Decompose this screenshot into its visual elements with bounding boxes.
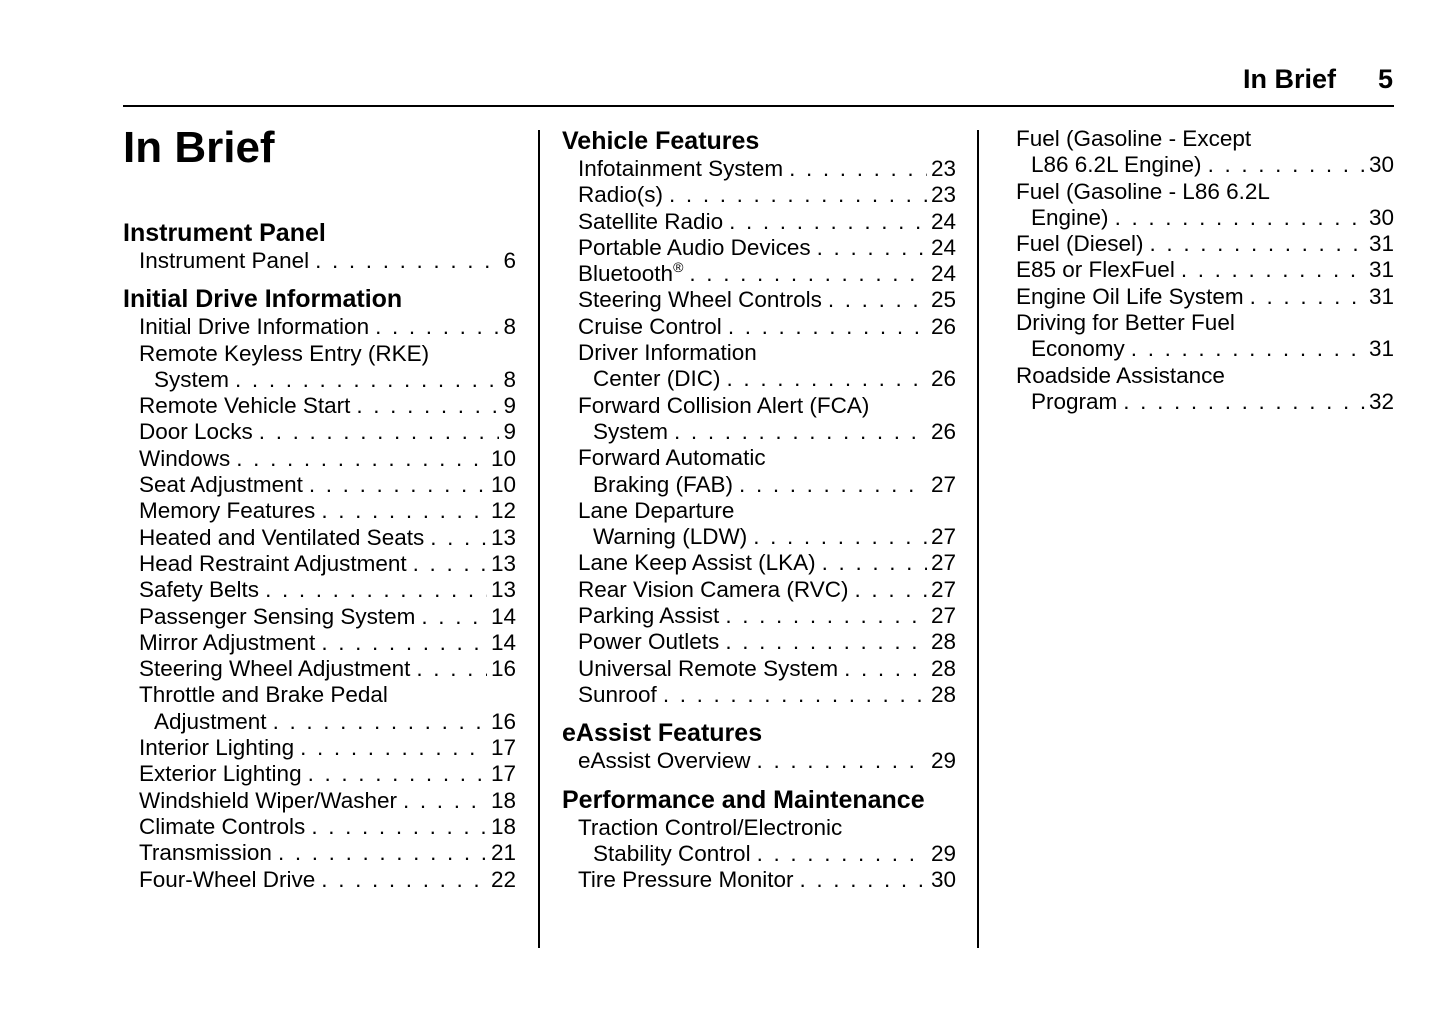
section-heading: Vehicle Features: [562, 127, 760, 155]
toc-entry[interactable]: [562, 445, 956, 498]
toc-entry-page: 24: [930, 234, 956, 260]
toc-entry-title: Windshield Wiper/Washer: [139, 787, 397, 813]
toc-entry-page: 9: [503, 393, 516, 419]
dot-leader: [311, 814, 487, 840]
toc-entry[interactable]: [123, 551, 516, 577]
toc-entry-page: 23: [930, 182, 956, 208]
toc-entry-title: Cruise Control: [578, 313, 722, 339]
toc-entry-title: Bluetooth: [578, 261, 674, 287]
toc-entry-title: Roadside Assistance: [1016, 362, 1225, 388]
toc-entry-title: Rear Vision Camera (RVC): [578, 576, 849, 602]
toc-entry-page: 17: [490, 761, 516, 787]
toc-entry[interactable]: [1016, 284, 1394, 310]
toc-entry[interactable]: [123, 446, 516, 472]
toc-entry-title-continued: System: [593, 418, 669, 444]
toc-entry[interactable]: [123, 604, 516, 630]
dot-leader: [844, 656, 927, 682]
toc-entry-title: Instrument Panel: [139, 248, 310, 273]
toc-entry-page: 13: [490, 577, 516, 603]
dot-leader: [817, 235, 927, 261]
toc-entry-title: Fuel (Diesel): [1016, 231, 1144, 257]
toc-entry-title: Memory Features: [139, 498, 316, 524]
dot-leader: [321, 867, 487, 893]
toc-entry-title: Lane Departure: [578, 497, 735, 523]
dot-leader: [727, 366, 927, 392]
toc-entry[interactable]: [562, 261, 956, 287]
toc-entry[interactable]: [1016, 310, 1394, 363]
toc-entry-title: Seat Adjustment: [139, 472, 303, 498]
toc-entry[interactable]: [562, 682, 956, 708]
dot-leader: [689, 261, 927, 287]
toc-entry[interactable]: [562, 209, 956, 235]
toc-entry[interactable]: [562, 182, 956, 208]
toc-entry[interactable]: [1016, 179, 1394, 232]
toc-entry-page: 21: [490, 840, 516, 866]
toc-entry-title: Forward Automatic: [578, 445, 766, 471]
page-title: In Brief: [123, 123, 275, 172]
toc-entry-page: 27: [930, 471, 956, 497]
dot-leader: [430, 525, 487, 551]
toc-entry-title: Driving for Better Fuel: [1016, 310, 1235, 336]
toc-entry-page: 16: [490, 708, 516, 734]
toc-entry-title-continued: Center (DIC): [593, 366, 721, 392]
toc-entry-title: Lane Keep Assist (LKA): [578, 550, 816, 576]
toc-entry-page: 31: [1368, 283, 1394, 309]
dot-leader: [356, 393, 499, 419]
section-heading: Performance and Maintenance: [562, 785, 925, 814]
toc-entry-page: 27: [930, 576, 956, 602]
toc-entry[interactable]: [123, 314, 516, 340]
toc-entry-page: 29: [930, 748, 956, 774]
toc-entry-title-continued: Economy: [1031, 336, 1125, 362]
toc-entry-page: 10: [490, 472, 516, 498]
toc-section-vehicle-features: [562, 126, 956, 708]
dot-leader: [308, 761, 487, 787]
toc-entry-title: Passenger Sensing System: [139, 603, 416, 629]
dot-leader: [403, 788, 487, 814]
toc-entry[interactable]: [562, 314, 956, 340]
toc-entry-page: 26: [930, 366, 956, 392]
toc-entry-page: 18: [490, 787, 516, 813]
dot-leader: [1123, 389, 1365, 415]
toc-entry[interactable]: [123, 840, 516, 866]
dot-leader: [265, 577, 487, 603]
dot-leader: [315, 248, 499, 274]
toc-entry-page: 9: [503, 419, 516, 445]
toc-column-2: [562, 126, 956, 893]
toc-entry-title: Initial Drive Information: [139, 314, 370, 340]
toc-entry[interactable]: [562, 748, 956, 774]
toc-column-1: [123, 123, 516, 893]
dot-leader: [309, 472, 487, 498]
toc-entry-page: 24: [930, 261, 956, 287]
dot-leader: [725, 629, 927, 655]
dot-leader: [855, 577, 927, 603]
toc-entry-title: Engine Oil Life System: [1016, 283, 1244, 309]
toc-entry-page: 27: [930, 603, 956, 629]
toc-entry-title: Remote Vehicle Start: [139, 393, 351, 419]
header-page-number: 5: [1377, 64, 1393, 94]
toc-entry[interactable]: [1016, 257, 1394, 283]
toc-entry-title: Safety Belts: [139, 577, 260, 603]
toc-entry[interactable]: [562, 393, 956, 446]
toc-entry-title: Tire Pressure Monitor: [578, 867, 794, 893]
toc-entry-page: 17: [490, 735, 516, 761]
dot-leader: [236, 446, 487, 472]
toc-entry-title: Parking Assist: [578, 603, 720, 629]
toc-entry-page: 28: [930, 655, 956, 681]
header-rule: [123, 105, 1394, 107]
toc-entry-title-continued: Engine): [1031, 204, 1109, 230]
toc-entry[interactable]: [562, 656, 956, 682]
toc-entry-title: Sunroof: [578, 681, 657, 707]
toc-entry[interactable]: [562, 235, 956, 261]
dot-leader: [663, 682, 927, 708]
toc-entry[interactable]: [562, 815, 956, 868]
toc-entry-title: Driver Information: [578, 340, 757, 366]
toc-entry-title: Climate Controls: [139, 813, 306, 839]
toc-entry[interactable]: [562, 340, 956, 393]
toc-entry-title-continued: Stability Control: [593, 840, 751, 866]
toc-entry[interactable]: [123, 472, 516, 498]
toc-entry-title: E85 or FlexFuel: [1016, 257, 1175, 283]
dot-leader: [421, 604, 487, 630]
dot-leader: [753, 524, 927, 550]
toc-entry-page: 30: [1368, 152, 1394, 178]
toc-entry-page: 31: [1368, 257, 1394, 283]
dot-leader: [1150, 231, 1365, 257]
toc-entry-title: Head Restraint Adjustment: [139, 550, 407, 576]
dot-leader: [729, 209, 927, 235]
toc-entry[interactable]: [123, 788, 516, 814]
toc-entry[interactable]: [1016, 231, 1394, 257]
dot-leader: [757, 841, 927, 867]
header-section-title: In Brief: [1242, 64, 1336, 94]
dot-leader: [789, 156, 927, 182]
toc-entry-page: 13: [490, 550, 516, 576]
section-heading: eAssist Features: [562, 719, 763, 748]
toc-section-initial-drive: [123, 284, 516, 893]
toc-entry-page: 26: [930, 313, 956, 339]
toc-entry-title: Power Outlets: [578, 629, 720, 655]
toc-entry-page: 31: [1368, 231, 1394, 257]
column-divider-1: [538, 130, 540, 948]
toc-entry-title: Satellite Radio: [578, 208, 724, 234]
toc-entry-page: 16: [490, 656, 516, 682]
dot-leader: [822, 550, 927, 576]
dot-leader: [828, 287, 927, 313]
dot-leader: [273, 709, 487, 735]
toc-entry-title: Radio(s): [578, 182, 664, 208]
toc-entry[interactable]: [123, 341, 516, 394]
toc-entry-page: 32: [1368, 388, 1394, 414]
toc-entry-page: 28: [930, 681, 956, 707]
toc-entry-page: 26: [930, 418, 956, 444]
section-heading: Instrument Panel: [123, 219, 326, 247]
toc-entry-title: Mirror Adjustment: [139, 629, 316, 655]
dot-leader: [300, 735, 487, 761]
toc-entry-page: 30: [1368, 204, 1394, 230]
dot-leader: [321, 498, 487, 524]
toc-entry[interactable]: [123, 248, 516, 274]
toc-entry[interactable]: [562, 867, 956, 893]
dot-leader: [757, 748, 927, 774]
toc-entry-page: 27: [930, 550, 956, 576]
toc-entry-title-continued: L86 6.2L Engine): [1031, 152, 1202, 178]
toc-entry-title: Door Locks: [139, 419, 253, 445]
dot-leader: [413, 551, 487, 577]
dot-leader: [799, 867, 926, 893]
toc-entry[interactable]: [123, 814, 516, 840]
toc-entry-title: Fuel (Gasoline - Except: [1016, 126, 1252, 151]
toc-entry-title: eAssist Overview: [578, 748, 751, 774]
toc-entry[interactable]: [123, 393, 516, 419]
toc-entry[interactable]: [562, 550, 956, 576]
toc-section-continued: [1016, 126, 1394, 415]
toc-entry[interactable]: [123, 525, 516, 551]
dot-leader: [1208, 152, 1365, 178]
toc-entry-title: Steering Wheel Controls: [578, 287, 822, 313]
dot-leader: [259, 419, 500, 445]
toc-entry-title-continued: Warning (LDW): [593, 524, 748, 550]
toc-entry[interactable]: [123, 630, 516, 656]
toc-entry-title-continued: Program: [1031, 388, 1118, 414]
toc-entry-page: 14: [490, 603, 516, 629]
toc-entry[interactable]: [562, 577, 956, 603]
toc-entry[interactable]: [123, 498, 516, 524]
toc-entry[interactable]: [123, 761, 516, 787]
toc-entry-title: Transmission: [139, 840, 272, 866]
dot-leader: [674, 419, 927, 445]
toc-entry[interactable]: [123, 656, 516, 682]
toc-entry-title: Portable Audio Devices: [578, 234, 811, 260]
toc-entry-title: Remote Keyless Entry (RKE): [139, 340, 430, 366]
dot-leader: [725, 603, 927, 629]
toc-column-3: [1016, 126, 1394, 415]
toc-section-eassist: [562, 718, 956, 774]
toc-entry-title: Interior Lighting: [139, 735, 295, 761]
toc-entry[interactable]: [562, 603, 956, 629]
dot-leader: [1181, 257, 1365, 283]
toc-entry-page: 12: [490, 498, 516, 524]
toc-entry-page: 31: [1368, 336, 1394, 362]
toc-entry-page: 8: [503, 314, 516, 340]
section-heading: Initial Drive Information: [123, 285, 403, 314]
toc-entry-page: 23: [930, 156, 956, 181]
toc-entry[interactable]: [1016, 126, 1394, 179]
dot-leader: [1131, 336, 1365, 362]
dot-leader: [739, 472, 927, 498]
dot-leader: [1250, 284, 1365, 310]
toc-entry-title: Steering Wheel Adjustment: [139, 656, 411, 682]
toc-entry-title: Fuel (Gasoline - L86 6.2L: [1016, 178, 1270, 204]
toc-entry[interactable]: [562, 287, 956, 313]
toc-entry-page: 22: [490, 866, 516, 892]
toc-entry-page: 6: [503, 248, 516, 273]
toc-entry-title: Heated and Ventilated Seats: [139, 524, 425, 550]
dot-leader: [278, 840, 487, 866]
registered-mark: ®: [673, 259, 684, 276]
dot-leader: [728, 314, 927, 340]
toc-section-instrument-panel: [123, 218, 516, 274]
toc-entry[interactable]: [123, 735, 516, 761]
toc-entry-title: Throttle and Brake Pedal: [139, 682, 388, 708]
toc-entry[interactable]: [1016, 363, 1394, 416]
toc-entry-title: Infotainment System: [578, 156, 784, 181]
toc-entry-page: 28: [930, 629, 956, 655]
toc-entry-title: Four-Wheel Drive: [139, 866, 316, 892]
dot-leader: [1115, 205, 1365, 231]
toc-entry-title: Forward Collision Alert (FCA): [578, 392, 870, 418]
toc-entry-page: 30: [930, 867, 956, 893]
toc-entry-page: 24: [930, 208, 956, 234]
toc-section-performance: [562, 785, 956, 894]
toc-entry[interactable]: [562, 498, 956, 551]
dot-leader: [375, 314, 499, 340]
column-divider-2: [977, 130, 979, 948]
running-header: [1243, 62, 1393, 96]
toc-entry-title: Universal Remote System: [578, 655, 839, 681]
toc-entry[interactable]: [562, 156, 956, 182]
toc-entry[interactable]: [123, 577, 516, 603]
dot-leader: [416, 656, 487, 682]
toc-entry-title-continued: Adjustment: [154, 708, 267, 734]
toc-entry[interactable]: [562, 629, 956, 655]
toc-entry-page: 25: [930, 287, 956, 313]
toc-entry-page: 18: [490, 813, 516, 839]
toc-entry[interactable]: [123, 867, 516, 893]
toc-entry-page: 29: [930, 840, 956, 866]
toc-entry-title: Windows: [139, 445, 231, 471]
toc-entry-page: 13: [490, 524, 516, 550]
toc-entry-page: 27: [930, 524, 956, 550]
toc-entry-title: Traction Control/Electronic: [578, 814, 843, 840]
toc-entry-title-continued: System: [154, 366, 230, 392]
dot-leader: [235, 367, 499, 393]
toc-entry-title: Exterior Lighting: [139, 761, 302, 787]
toc-entry[interactable]: [123, 682, 516, 735]
toc-entry-title-continued: Braking (FAB): [593, 471, 734, 497]
toc-entry-page: 14: [490, 629, 516, 655]
toc-entry-page: 8: [503, 366, 516, 392]
toc-entry[interactable]: [123, 419, 516, 445]
dot-leader: [321, 630, 487, 656]
toc-entry-page: 10: [490, 445, 516, 471]
dot-leader: [669, 182, 927, 208]
